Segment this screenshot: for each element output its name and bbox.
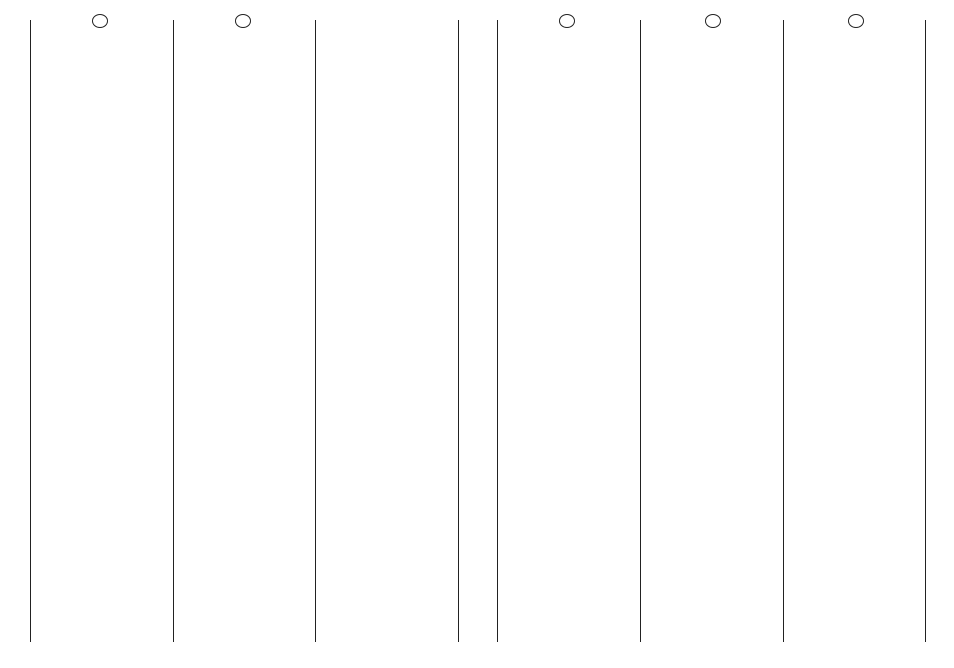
column-divider [783, 20, 784, 642]
column-divider [30, 20, 31, 642]
language-badge-pl [705, 14, 721, 28]
language-badge-cz [559, 14, 575, 28]
language-badge-ukr [235, 14, 251, 28]
column-divider [497, 20, 498, 642]
language-badge-ru [92, 14, 108, 28]
column-divider [315, 20, 316, 642]
language-badge-en [848, 14, 864, 28]
column-divider [458, 20, 459, 642]
column-divider [173, 20, 174, 642]
column-divider [925, 20, 926, 642]
column-divider [640, 20, 641, 642]
